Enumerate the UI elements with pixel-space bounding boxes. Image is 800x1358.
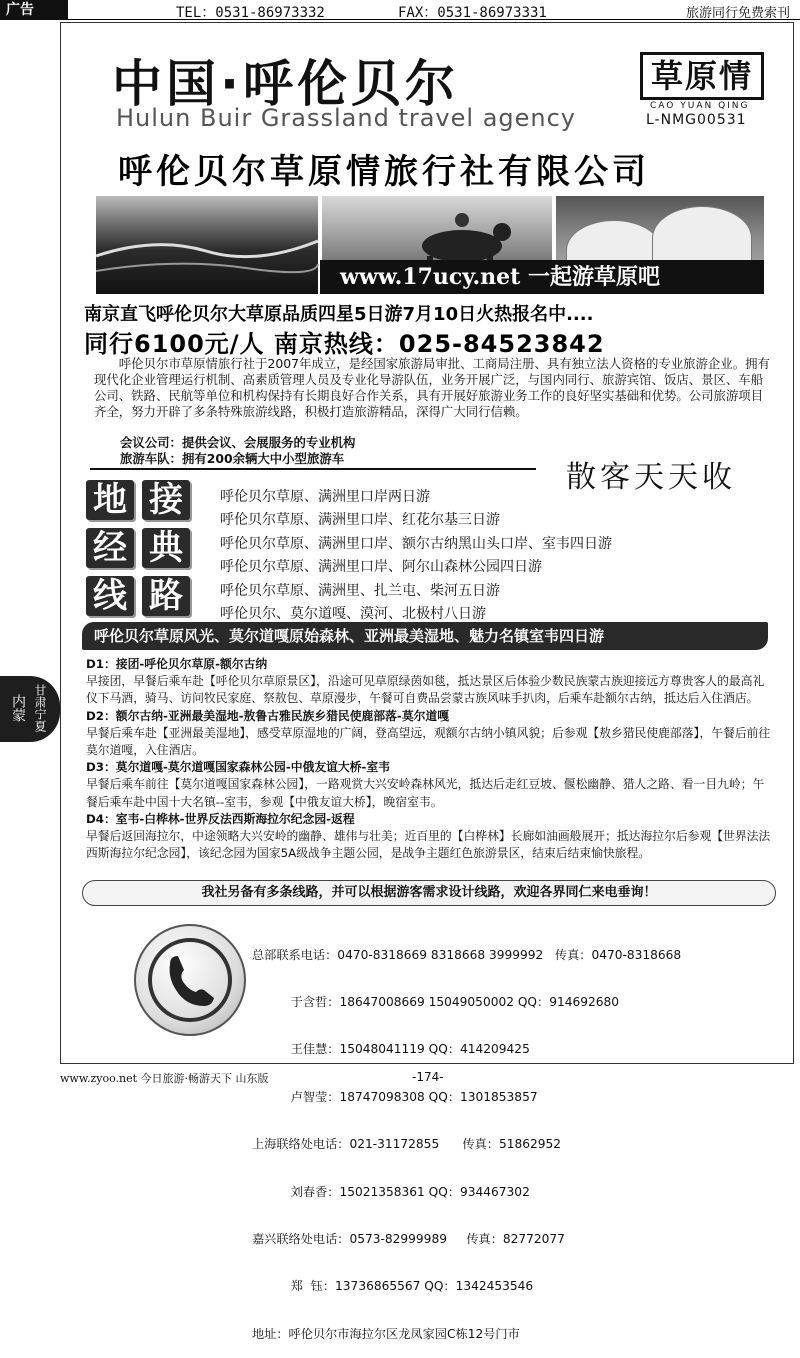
ad-tag: 广告 <box>0 0 68 20</box>
logo-pinyin: CAO YUAN QING <box>650 101 750 111</box>
contact-line: 上海联络处电话：021-31172855 传真：51862952 <box>252 1137 562 1152</box>
section-divider <box>90 468 536 470</box>
fax-number: FAX：0531-86973331 <box>398 5 547 21</box>
website-banner: www.17ucy.net 一起游草原吧 <box>320 260 764 294</box>
route-list <box>220 486 612 626</box>
top-bar <box>0 0 800 20</box>
custom-route-note: 我社另备有多条线路，并可以根据游客需求设计线路，欢迎各界同仁来电垂询！ <box>82 880 776 906</box>
walkin-slogan: 散客天天收 <box>566 460 736 495</box>
day-3-heading: D3：莫尔道嘎-莫尔道嘎国家森林公园-中俄友谊大桥-室韦 <box>86 760 391 775</box>
region-gansu-ningxia: 甘肃宁夏 <box>33 684 47 732</box>
photo-grassland-river <box>96 196 318 294</box>
company-logo: 草原情 <box>640 52 764 100</box>
route-item: 呼伦贝尔草原、满洲里、扎兰屯、柴河五日游 <box>220 582 500 599</box>
char-lu: 路 <box>142 576 190 616</box>
promo-price-hotline: 同行6100元/人 南京热线：025-84523842 <box>84 330 605 358</box>
contact-line: 郑 钰：13736865567 QQ：1342453546 <box>252 1279 534 1294</box>
contact-address: 地址：呼伦贝尔市海拉尔区龙凤家园C栋12号门市 <box>252 1326 520 1341</box>
day-1-heading: D1：接团-呼伦贝尔草原-额尔古纳 <box>86 657 268 671</box>
tel-number: TEL：0531-86973332 <box>176 5 325 21</box>
footer-site: www.zyoo.net 今日旅游·畅游天下 山东版 <box>60 1072 269 1085</box>
brand-title: 中国·呼伦贝尔 <box>112 55 459 113</box>
contact-line: 于含哲：18647008669 15049050002 QQ：914692680 <box>252 994 619 1009</box>
char-dian: 典 <box>142 528 190 568</box>
service-meeting: 会议公司：提供会议、会展服务的专业机构 <box>120 435 356 450</box>
contact-line: 总部联系电话：0470-8318669 8318668 3999992 传真：0470-8318668 <box>252 947 682 962</box>
contact-line: 刘春香：15021358361 QQ：934467302 <box>252 1184 530 1199</box>
route-item: 呼伦贝尔草原、满洲里口岸、阿尔山森林公园四日游 <box>220 559 542 576</box>
route-item: 呼伦贝尔、莫尔道嘎、漠河、北极村八日游 <box>220 606 486 623</box>
day-1-text: 早接团，早餐后乘车赴【呼伦贝尔草原景区】，沿途可见草原绿茵如毯，抵达景区后体验少数民族蒙古族迎接远方尊贵客人的最高礼仪下马酒，骑马、访问牧民家庭、祭敖包、草原漫步，午餐可自费品尝蒙古族风味手扒肉，后乘车赴额尔古纳，抵达后入住酒店。 <box>86 674 765 706</box>
day-4-heading: D4：室韦-白桦林-世界反法西斯海拉尔纪念园-返程 <box>86 811 355 826</box>
region-inner-mongolia: 内蒙 <box>10 694 26 722</box>
char-jing: 经 <box>86 528 134 568</box>
char-jie: 接 <box>142 480 190 520</box>
contact-line: 卢智莹：18747098308 QQ：1301853857 <box>252 1089 538 1104</box>
char-xian: 线 <box>86 576 134 616</box>
telephone-icon <box>134 924 246 1036</box>
route-item: 呼伦贝尔草原、满洲里口岸、红花尔基三日游 <box>220 512 500 529</box>
license-number: L-NMG00531 <box>646 112 747 128</box>
tour-title-banner: 呼伦贝尔草原风光、莫尔道嘎原始森林、亚洲最美湿地、魅力名镇室韦四日游 <box>82 622 768 650</box>
route-item: 呼伦贝尔草原、满洲里口岸两日游 <box>220 489 430 505</box>
day-4-text: 早餐后返回海拉尔，中途领略大兴安岭的幽静、雄伟与壮美；近百里的【白桦林】长廊如油画般展开；抵达海拉尔后参观【世界法法西斯海拉尔纪念园】，该纪念园为国家5A级战争主题公园，是战争主题红色旅游景区，结束后结束愉快旅程。 <box>86 829 771 861</box>
telephone-glyph <box>136 926 244 1034</box>
day-2-heading: D2：额尔古纳-亚洲最美湿地-敖鲁古雅民族乡猎民使鹿部落-莫尔道嘎 <box>86 708 450 723</box>
company-intro: 呼伦贝尔市草原情旅行社于2007年成立，是经国家旅游局审批、工商局注册、具有独立法人资格的专业旅游企业。拥有现代化企业管理运行机制、高素质管理人员及专业化导游队伍，业务开展广泛，与国内同行、旅游宾馆、饭店、景区、车船公司、铁路、民航等单位和机构保持有长期良好合作关系，具有开展好旅游业务工作的良好坚实基础和优势。公司旅游项目齐全，努力开辟了多条特殊旅游线路，积极打造旅游精品，深得广大同行信赖。 <box>94 356 770 419</box>
river-drawing <box>96 196 318 294</box>
brand-english-name: Hulun Buir Grassland travel agency <box>116 104 577 132</box>
char-di: 地 <box>86 480 134 520</box>
page-number: -174- <box>412 1070 444 1084</box>
itinerary <box>86 656 776 862</box>
day-2-text: 早餐后乘车赴【亚洲最美湿地】，感受草原湿地的广阔，登高望远，观额尔古纳小镇风貌；后参观【敖乡猎民使鹿部落】，午餐后前往莫尔道嘎，入住酒店。 <box>86 725 771 758</box>
company-name: 呼伦贝尔草原情旅行社有限公司 <box>118 152 650 192</box>
contact-line: 王佳慧：15048041119 QQ：414209425 <box>252 1042 530 1057</box>
contact-line: 嘉兴联络处电话：0573-82999989 传真：82772077 <box>252 1231 565 1246</box>
route-item: 呼伦贝尔草原、满洲里口岸、额尔古纳黑山头口岸、室韦四日游 <box>220 535 612 552</box>
service-fleet: 旅游车队：拥有200余辆大中小型旅游车 <box>120 451 345 466</box>
contact-block <box>252 916 681 1358</box>
day-3-text: 早餐后乘车前往【莫尔道嘎国家森林公园】，一路观赏大兴安岭森林风光，抵达后走红豆坡、偃松幽静、猎人之路、看一目九岭；午餐后乘车赴中国十大名镇--室韦，参观【中俄友谊大桥】，晚宿室韦。 <box>86 777 765 809</box>
promo-headline: 南京直飞呼伦贝尔大草原品质四星5日游7月10日火热报名中.... <box>84 304 594 325</box>
region-side-tab <box>0 676 60 742</box>
magazine-slogan: 旅游同行免费索刊 <box>685 6 790 21</box>
